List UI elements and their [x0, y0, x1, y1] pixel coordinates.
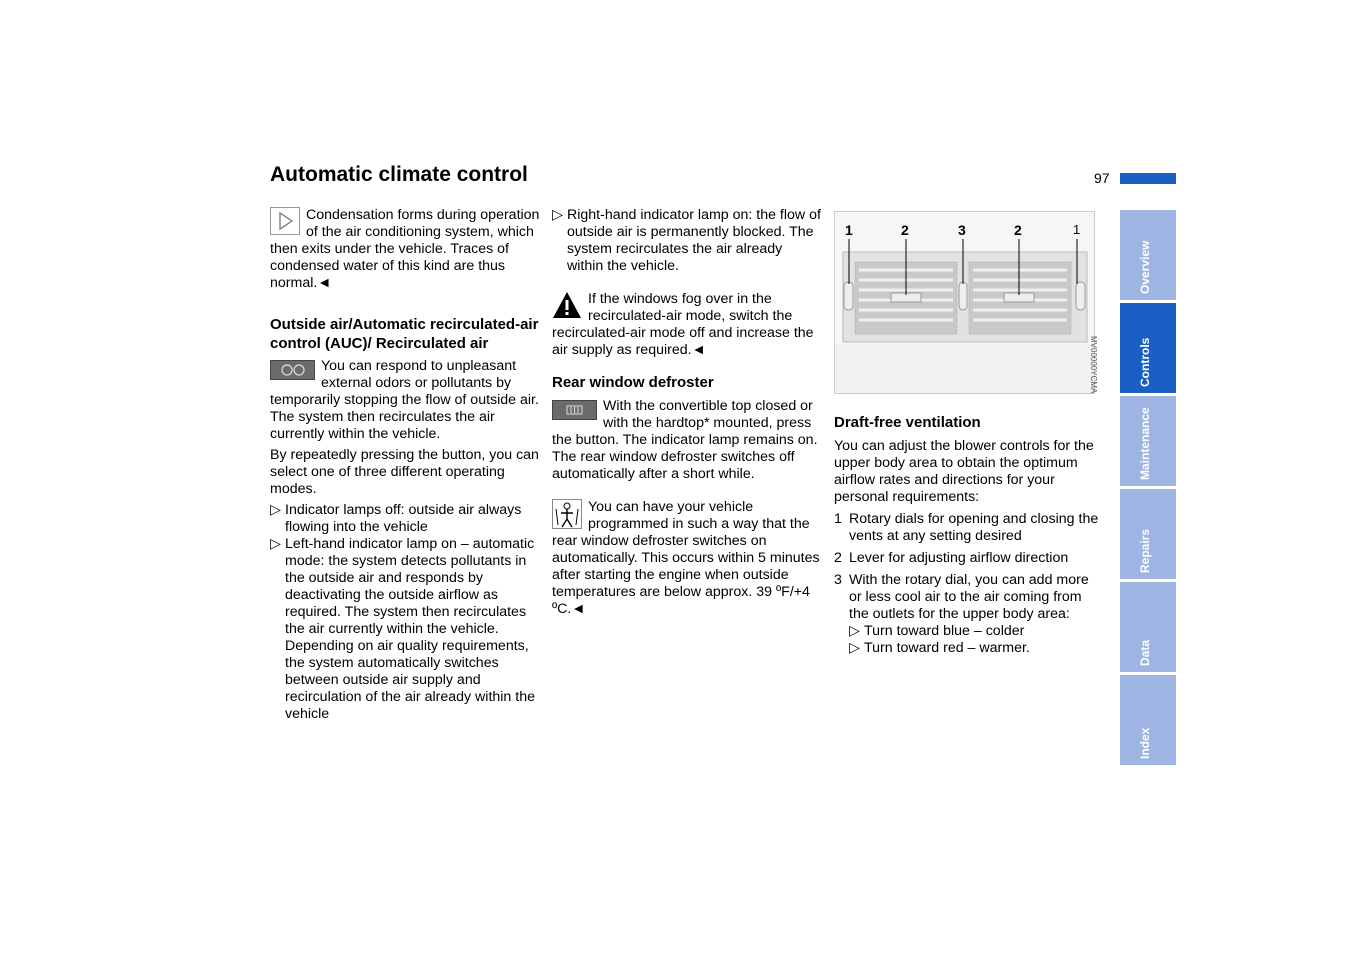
item-text: With the rotary dial, you can add more or less cool air to the air coming from the outlets for the upper body area:: [849, 571, 1089, 622]
bullet-marker: ▷: [270, 536, 281, 552]
section-heading-auc: Outside air/Automatic recirculated-air control (AUC)/ Recirculated air: [270, 316, 539, 352]
section-tabs: [1120, 210, 1176, 765]
list-item-extra: Depending on air quality requirements, the system automatically switches between outside air supply and recirculation of the air already within the vehicle: [285, 638, 535, 722]
item-text-wrap: [849, 572, 1104, 657]
tab-label: Maintenance: [1138, 407, 1152, 480]
programming-paragraph: [552, 499, 822, 618]
list-item: [552, 207, 822, 275]
column-3: [834, 414, 1104, 657]
tab-overview[interactable]: [1120, 210, 1176, 300]
item-text: Rotary dials for opening and closing the vents at any setting desired: [849, 510, 1099, 544]
item-number: 3: [834, 571, 842, 588]
numbered-item: [834, 511, 1104, 545]
bullet-marker: ▷: [270, 502, 281, 518]
defroster-text: With the convertible top closed or with the hardtop* mounted, press the button. The indicator lamp remains on. The rear window defroster switches off automatically after a short while.: [552, 397, 818, 482]
rear-defroster-button-icon: [552, 400, 597, 420]
note-icon: [270, 207, 300, 235]
section-heading-defroster: Rear window defroster: [552, 374, 714, 391]
sub-item: [849, 640, 1104, 657]
note-text: Condensation forms during operation of the air conditioning system, which then exits under the vehicle. Traces of condensed water of this kind are thus normal.◄: [270, 207, 540, 291]
figure-label: 3: [958, 222, 966, 238]
list-item-text: Right-hand indicator lamp on: the flow of outside air is permanently blocked. The system recirculates the air already within the vehicle.: [567, 207, 821, 274]
figure-label: 2: [901, 222, 909, 238]
tab-label: Index: [1138, 727, 1152, 759]
defroster-paragraph: [552, 398, 822, 483]
tab-index[interactable]: [1120, 675, 1176, 765]
tab-data[interactable]: [1120, 582, 1176, 672]
item-number: 1: [834, 510, 842, 527]
bullet-marker: ▷: [849, 639, 860, 656]
item-text: Lever for adjusting airflow direction: [849, 549, 1069, 566]
list-item-text: [285, 536, 540, 723]
list-item: [270, 502, 540, 536]
numbered-item: [834, 572, 1104, 657]
programming-text: You can have your vehicle programmed in such a way that the rear window defroster switches on automatically. This occurs within 5 minutes after starting the engine when outside temperatures are below approx. 39 ºF/+4 ºC.◄: [552, 498, 820, 617]
auc-text: You can respond to unpleasant external odors or pollutants by temporarily stopping the flow of outside air. The system then recirculates the air currently within the vehicle.: [270, 358, 539, 442]
column-2: [552, 207, 822, 618]
column-1: [270, 207, 540, 723]
tab-repairs[interactable]: [1120, 489, 1176, 579]
condensation-note: [270, 207, 540, 292]
numbered-item: [834, 550, 1104, 567]
page-number: 97: [1094, 170, 1110, 186]
sub-item-text: Turn toward blue – colder: [864, 622, 1025, 639]
tab-maintenance[interactable]: [1120, 396, 1176, 486]
figure-label: 2: [1014, 222, 1022, 238]
tab-label: Data: [1138, 639, 1152, 666]
figure-label: 1: [1073, 222, 1081, 237]
sub-item-text: Turn toward red – warmer.: [864, 639, 1030, 656]
list-item-text: Indicator lamps off: outside air always flowing into the vehicle: [285, 502, 522, 535]
page-title: Automatic climate control: [270, 163, 528, 186]
figure-label: 1: [845, 222, 853, 238]
list-item-main: Left-hand indicator lamp on – automatic mode: the system detects pollutants in the outside air and responds by deactivating the outside airflow as required. The system then recirculates the air currently within the vehicle.: [285, 536, 535, 637]
auc-paragraph: [270, 358, 540, 443]
warning-icon: [552, 291, 582, 319]
tab-label: Overview: [1138, 240, 1152, 294]
bullet-marker: ▷: [552, 207, 563, 223]
warning-text: If the windows fog over in the recirculated-air mode, switch the recirculated-air mode off and increase the air supply as required.◄: [552, 291, 814, 358]
sub-item: [849, 623, 1104, 640]
bullet-marker: ▷: [849, 622, 860, 639]
section-heading-ventilation: Draft-free ventilation: [834, 414, 981, 431]
tab-controls[interactable]: [1120, 303, 1176, 393]
tab-label: Controls: [1138, 337, 1152, 387]
figure-code: MV00000YCMA: [1089, 336, 1098, 394]
ventilation-paragraph: You can adjust the blower controls for the upper body area to obtain the optimum airflow rates and directions for your personal requirements:: [834, 437, 1094, 505]
recirculation-button-icon: [270, 360, 315, 380]
item-number: 2: [834, 549, 842, 566]
tab-label: Repairs: [1138, 528, 1152, 573]
service-person-icon: [552, 499, 582, 529]
warning-note: [552, 291, 822, 359]
list-item: [270, 536, 540, 723]
modes-paragraph: By repeatedly pressing the button, you can select one of three different operating modes.: [270, 447, 539, 497]
vent-illustration: [834, 211, 1095, 394]
page-number-bar: [1120, 173, 1176, 184]
